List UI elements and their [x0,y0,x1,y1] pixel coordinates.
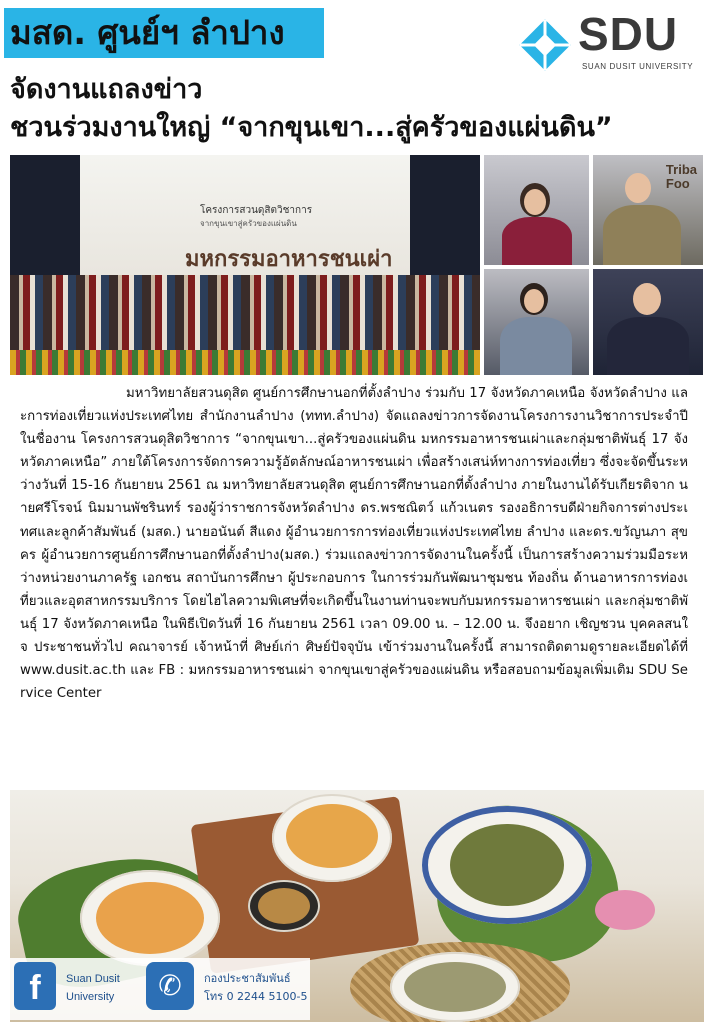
speaker-photo-3 [484,269,589,375]
article-body: มหาวิทยาลัยสวนดุสิต ศูนย์การศึกษานอกที่ตั้งลำปาง ร่วมกับ 17 จังหวัดภาคเหนือ จังหวัดลำปาง และการท่องเที่ยวแห่งประเทศไทย สำนักงานลำปาง (ททท.ลำปาง) จัดแถลงข่าวการจัดงานโครงการงานวิชาการประจำปี ในชื่องาน โครงการสวนดุสิตวิชาการ “จากขุนเขา...สู่ครัวของแผ่นดิน มหกรรมอาหารชนเผ่าและกลุ่มชาติพันธุ์ 17 จังหวัดภาคเหนือ” ภายใต้โครงการจัดการความรู้อัตลักษณ์อาหารชนเผ่า เพื่อสร้างเสน่ห์ทางการท่องเที่ยว ซึ่งจะจัดขึ้นระหว่างวันที่ 15-16 กันยายน 2561 ณ มหาวิทยาลัยสวนดุสิต ศูนย์การศึกษานอกที่ตั้งลำปาง ภายในงานได้รับเกียรติจาก นายศรีโรจน์ นิมมานพัชรินทร์ รองผู้ว่าราชการจังหวัดลำปาง ดร.พรชณิตว์ แก้วเนตร รองอธิการบดีฝ่ายกิจการต่างประเทศและลูกค้าสัมพันธ์ (มสด.) นายอนันต์ สีแดง ผู้อำนวยการการท่องเที่ยวแห่งประเทศไทย ลำปาง และดร.ขวัญนภา สุขคร ผู้อำนวยการศูนย์การศึกษานอกที่ตั้งลำปาง(มสด.) ร่วมแถลงข่าวการจัดงานในครั้งนี้ เป็นการสร้างความร่วมมือระหว่างหน่วยงานภาครัฐ เอกชน สถาบันการศึกษา ผู้ประกอบการ ในการร่วมกันพัฒนาชุมชน ท้องถิ่น ด้านอาหารการท่องเที่ยวและอุตสาหกรรมบริการ โดยไฮไลความพิเศษที่จะเกิดขึ้นในงานท่านจะพบกับมหกรรมอาหารชนเผ่า และกลุ่มชาติพันธุ์ 17 จังหวัดภาคเหนือ ในพิธีเปิดวันที่ 16 กันยายน 2561 เวลา 09.00 น. – 12.00 น. จึงอยาก เชิญชวน บุคคลสนใจ ประชาชนทั่วไป คณาจารย์ เจ้าหน้าที่ ศิษย์เก่า ศิษย์ปัจจุบัน เข้าร่วมงานในครั้งนี้ สามารถติดตามดูรายละเอียดได้ที่ www.dusit.ac.th และ FB : มหกรรมอาหารชนเผ่า จากขุนเขาสู่ครัวของแผ่นดิน หรือสอบถามข้อมูลเพิ่มเติม SDU Service Center [20,386,688,702]
pr-contact: กองประชาสัมพันธ์ โทร 0 2244 5100-5 [204,972,308,1003]
section-tag [4,8,324,58]
speaker-photo-4 [593,269,703,375]
headline-line-2: ชวนร่วมงานใหญ่ “จากขุนเขา...สู่ครัวของแผ่นดิน” [10,112,613,143]
logo-subtitle: SUAN DUSIT UNIVERSITY [582,62,694,71]
tribal-food-banner-text: Triba Foo [665,162,697,191]
facebook-icon[interactable]: f [14,962,56,1010]
flower-arrangement [10,350,480,375]
headline-line-1: จัดงานแถลงข่าว [10,74,203,105]
facebook-page-name[interactable]: Suan Dusit University [66,973,120,1003]
sdu-logo [512,6,704,78]
speaker-photo-1 [484,155,589,265]
banner-event-name: มหกรรมอาหารชนเผ่า [185,246,393,272]
speaker-photo-2 [593,155,703,265]
section-tag-text: มสด. ศูนย์ฯ ลำปาง [10,13,285,52]
banner-title: โครงการสวนดุสิตวิชาการ [200,205,313,216]
logo-text: SDU [578,8,679,60]
press-conference-photo [10,155,480,375]
sdu-diamond-icon [518,18,572,72]
banner-subtitle: จากขุนเขาสู่ครัวของแผ่นดิน [200,219,297,228]
phone-icon[interactable]: ✆ [146,962,194,1010]
